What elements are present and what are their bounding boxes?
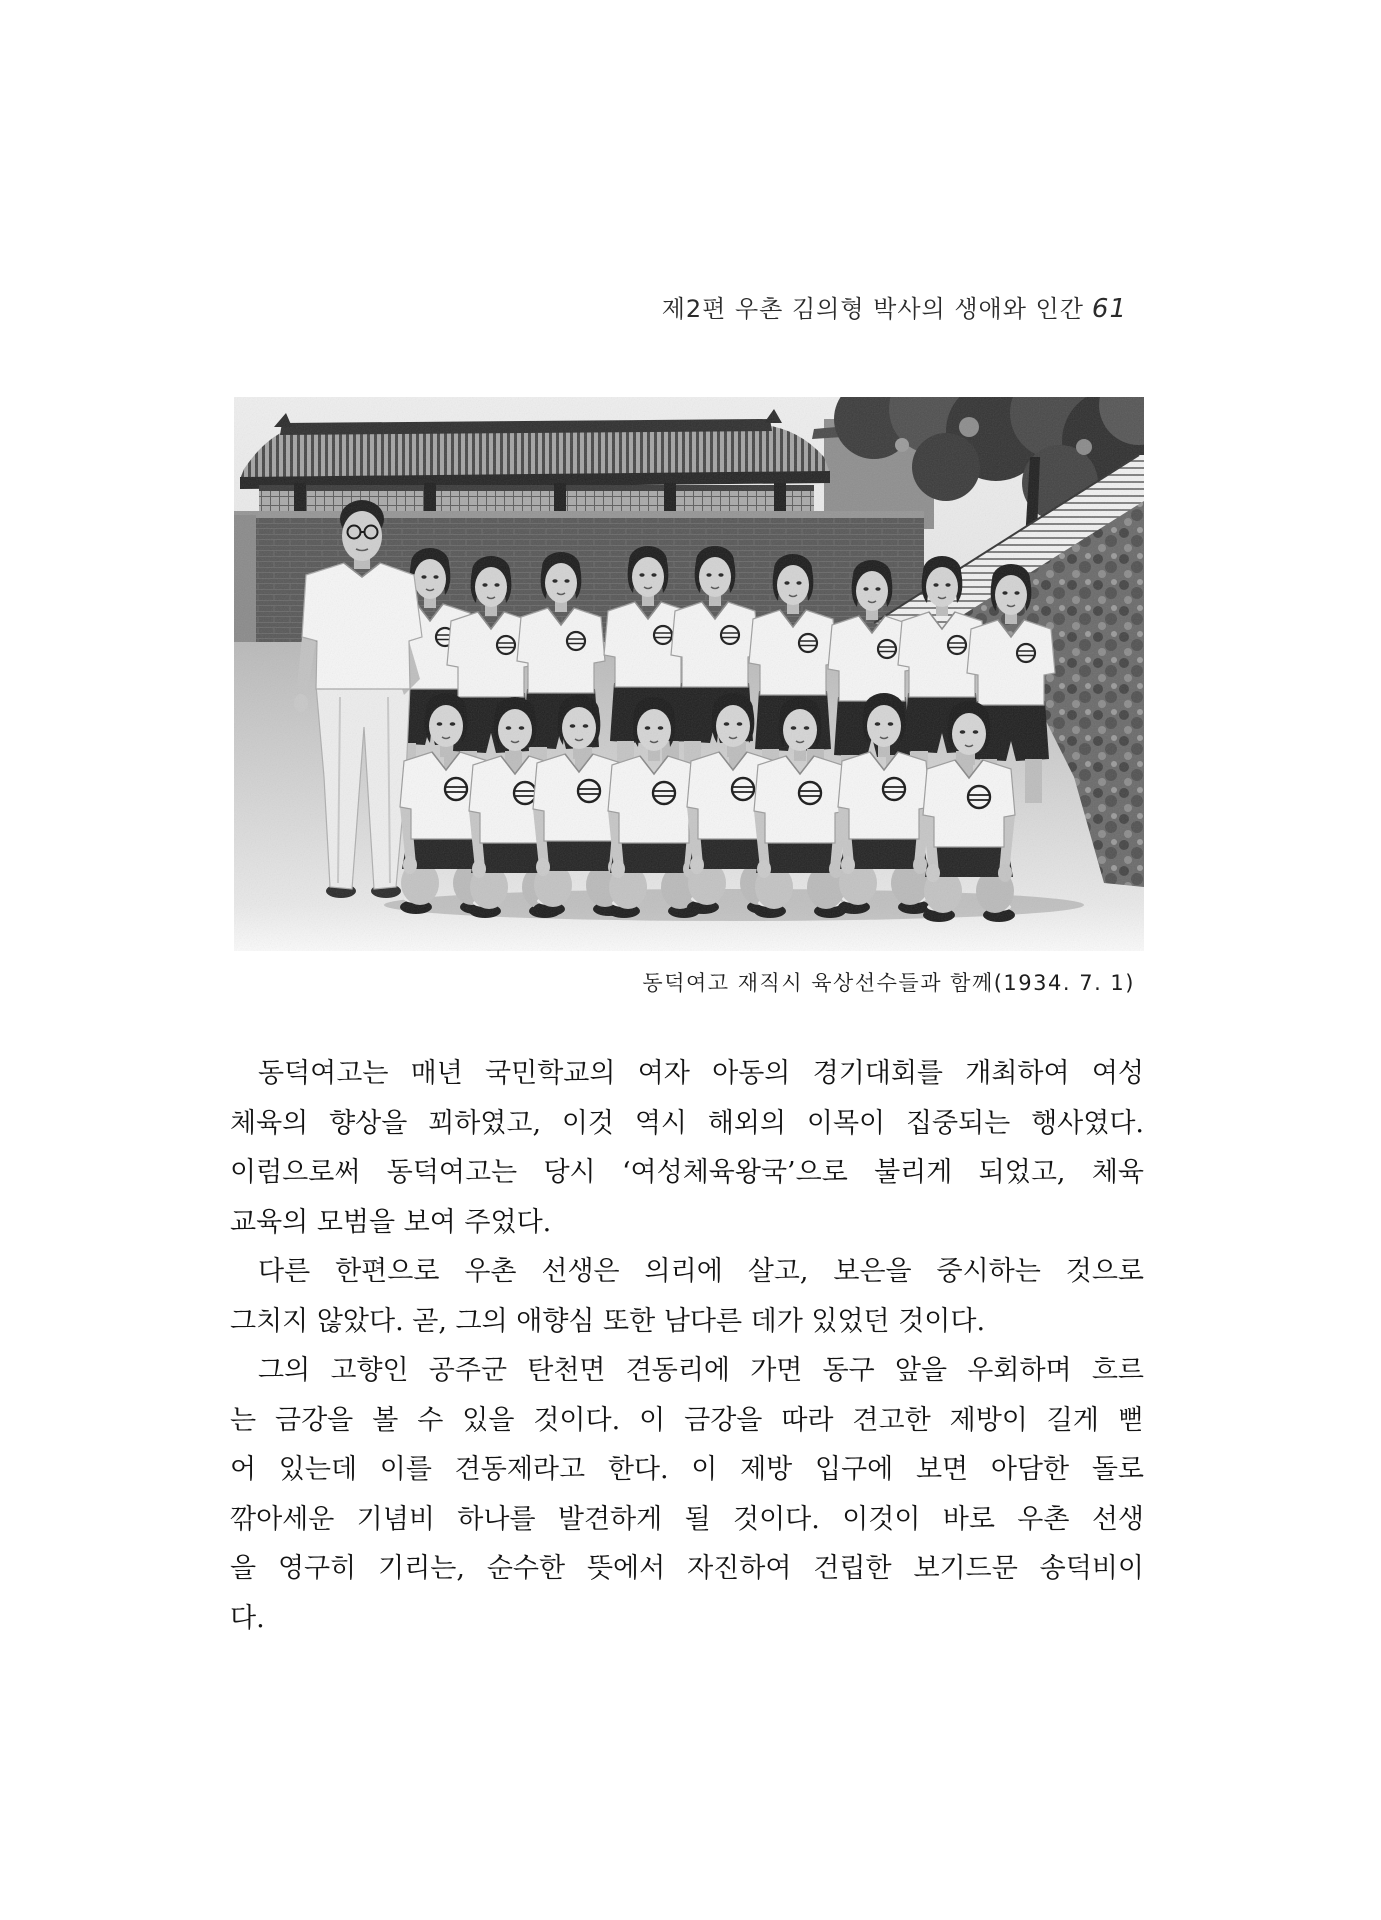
text-line: 동덕여고는 매년 국민학교의 여자 아동의 경기대회를 개최하여 여성 [258,1058,1144,1089]
paragraph [230,1049,1144,1247]
text-line: 다. [230,1602,265,1634]
text-line: 이럼으로써 동덕여고는 당시 ‘여성체육왕국’으로 불리게 되었고, 체육 [230,1157,1144,1188]
text-line: 교육의 모범을 보여 주었다. [230,1206,552,1238]
group-photograph [234,397,1144,951]
text-line: 그의 고향인 공주군 탄천면 견동리에 가면 동구 앞을 우회하며 흐르 [258,1355,1144,1386]
paragraph [230,1247,1144,1346]
body-text [230,1049,1144,1643]
text-line: 다른 한편으로 우촌 선생은 의리에 살고, 보은을 중시하는 것으로 [258,1256,1144,1287]
text-line: 깎아세운 기념비 하나를 발견하게 될 것이다. 이것이 바로 우촌 선생 [230,1503,1144,1535]
running-header [662,292,1127,326]
film-grain [234,397,1144,951]
text-line: 그치지 않았다. 곧, 그의 애향심 또한 남다른 데가 있었던 것이다. [230,1305,986,1337]
photo-canvas [234,397,1144,951]
page-number: 61 [1091,294,1127,324]
paragraph [230,1346,1144,1643]
photo-caption: 동덕여고 재직시 육상선수들과 함께(1934. 7. 1) [642,971,1135,995]
text-line: 는 금강을 볼 수 있을 것이다. 이 금강을 따라 견고한 제방이 길게 뻗 [230,1404,1144,1436]
text-line: 체육의 향상을 꾀하였고, 이것 역시 해외의 이목이 집중되는 행사였다. [230,1107,1144,1139]
text-line: 어 있는데 이를 견동제라고 한다. 이 제방 입구에 보면 아담한 돌로 [230,1454,1144,1485]
running-title: 제2편 우촌 김의형 박사의 생애와 인간 [661,295,1084,323]
text-line: 을 영구히 기리는, 순수한 뜻에서 자진하여 건립한 보기드문 송덕비이 [230,1553,1144,1584]
